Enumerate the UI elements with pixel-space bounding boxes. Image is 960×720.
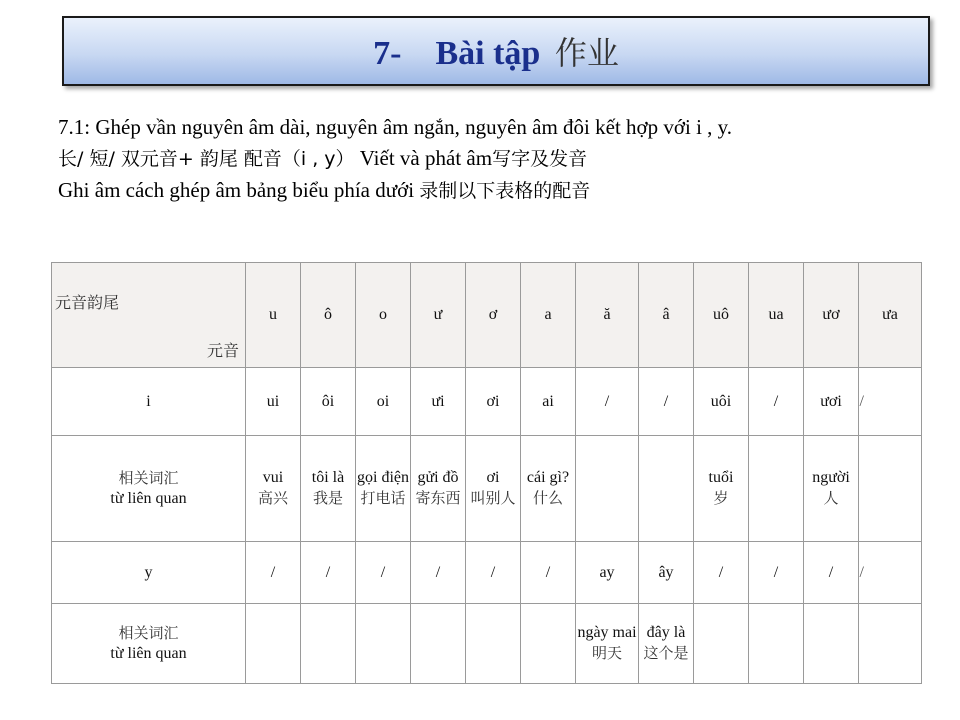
combo-cell: ươi / [804,368,859,436]
combo-cell [859,368,922,436]
page-title-chinese: 作业 [554,34,619,72]
related-words-label: 相关词汇 từ liên quan [52,436,246,542]
row-label-y: y [52,542,246,604]
combo-cell: / [749,542,804,604]
row-y-related-words [52,604,922,684]
combo-cell: / [694,542,749,604]
vowel-header: o [356,263,411,368]
combo-cell: / [576,368,639,436]
vowel-header: a [521,263,576,368]
word-cell [521,604,576,684]
combo-cell: / [356,542,411,604]
word-cell [576,436,639,542]
combo-cell: / [749,368,804,436]
combo-cell: ây [639,542,694,604]
combo-cell: / [411,542,466,604]
word-cell: ơi 叫别人 [466,436,521,542]
word-cell: đây là 这个是 [639,604,694,684]
word-cell [639,436,694,542]
combo-cell: ai [521,368,576,436]
word-cell: tuổi 岁 [694,436,749,542]
word-cell [749,604,804,684]
vowel-header: ô [301,263,356,368]
word-cell: ngày mai 明天 [576,604,639,684]
vowel-header: u [246,263,301,368]
word-cell: vui 高兴 [246,436,301,542]
word-cell: gọi điện 打电话 [356,436,411,542]
trailing-slash: / [859,392,864,410]
corner-cell [52,263,246,368]
related-words-label: 相关词汇 từ liên quan [52,604,246,684]
combo-cell [859,542,922,604]
combo-cell: / [301,542,356,604]
combo-cell: / / [804,542,859,604]
vowel-header: ư [411,263,466,368]
combo-cell: ay [576,542,639,604]
word-cell: người 人 [804,436,859,542]
word-cell: cái gì? 什么 [521,436,576,542]
vowel-header: ưa [859,263,922,368]
row-i-related-words [52,436,922,542]
word-cell [411,604,466,684]
combo-cell: / [246,542,301,604]
vowel-header: ươ [804,263,859,368]
vowel-header: uô [694,263,749,368]
combo-cell: ưi [411,368,466,436]
vowel-header: ơ [466,263,521,368]
vowel-header: ă [576,263,639,368]
vowel-header: â [639,263,694,368]
instruction-line-3: Ghi âm cách ghép âm bảng biểu phía dưới 录制以下表格的配音 [58,178,591,202]
word-cell: gửi đồ 寄东西 [411,436,466,542]
word-cell: tôi là 我是 [301,436,356,542]
vowel-header: ua [749,263,804,368]
word-cell [859,436,922,542]
combo-cell: / [466,542,521,604]
row-label-i: i [52,368,246,436]
row-y [52,542,922,604]
combo-cell: / [521,542,576,604]
word-cell [694,604,749,684]
instruction-line-2: 长/ 短/ 双元音+ 韵尾 配音（i , y） Viết và phát âm写字及发音 [58,146,588,170]
instruction-line-1: 7.1: Ghép vần nguyên âm dài, nguyên âm ngắn, nguyên âm đôi kết hợp với i , y. [58,115,733,139]
word-cell [466,604,521,684]
word-cell [804,604,859,684]
vowel-combination-table [51,262,922,684]
word-cell [301,604,356,684]
combo-cell: oi [356,368,411,436]
exercise-instructions [58,112,938,207]
page-title: 7- Bài tập 作业 [373,34,619,72]
trailing-slash: / [859,563,864,581]
corner-label-top: 元音韵尾 [55,293,120,312]
row-i [52,368,922,436]
combo-cell: / [639,368,694,436]
word-cell [859,604,922,684]
combo-cell: uôi [694,368,749,436]
combo-cell: ơi [466,368,521,436]
word-cell [749,436,804,542]
header-row [52,263,922,368]
word-cell [356,604,411,684]
corner-label-bottom: 元音 [206,341,239,360]
combo-cell: ôi [301,368,356,436]
word-cell [246,604,301,684]
title-banner [62,16,930,86]
combo-cell: ui [246,368,301,436]
